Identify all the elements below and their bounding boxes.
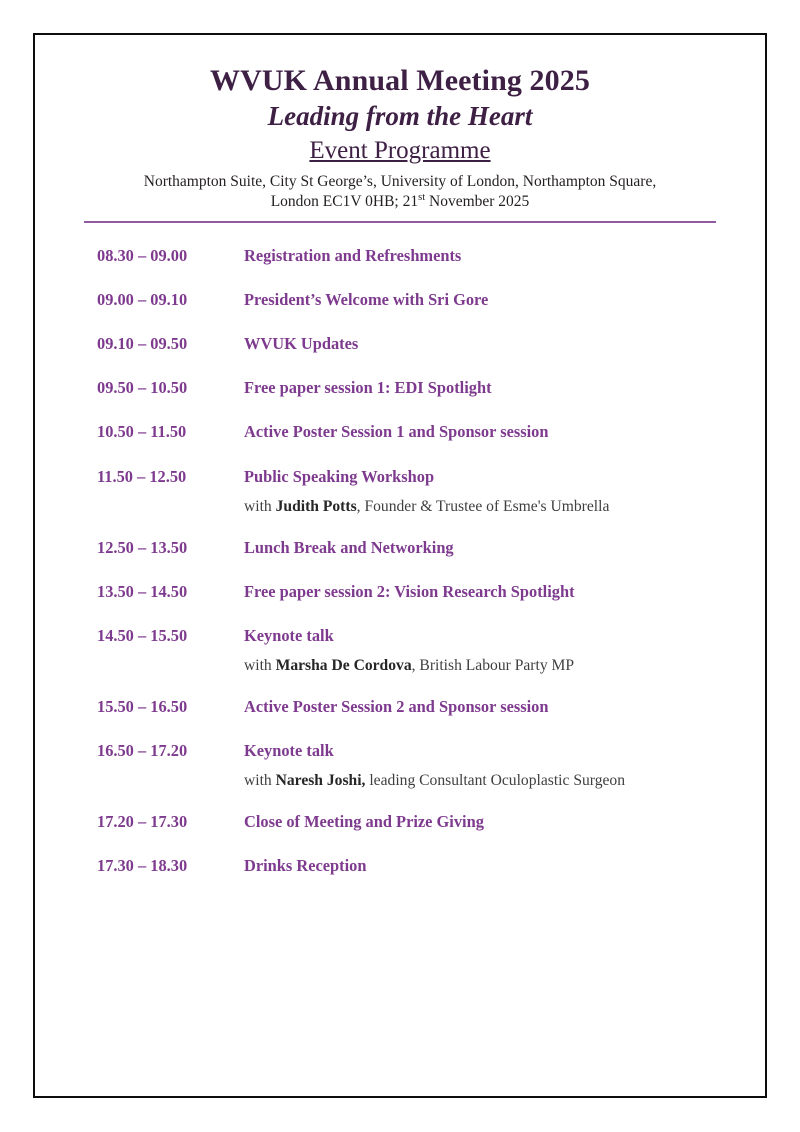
venue-line-2-suffix: November 2025 <box>425 193 530 211</box>
speaker-prefix: with <box>244 772 276 790</box>
schedule-row <box>97 246 745 266</box>
schedule-time: 17.30 – 18.30 <box>97 856 188 876</box>
speaker-name: Marsha De Cordova <box>275 656 412 674</box>
schedule-row <box>97 812 745 832</box>
schedule-row <box>97 422 745 442</box>
schedule-row <box>97 467 745 487</box>
speaker-name: Naresh Joshi, <box>275 772 366 790</box>
schedule-speaker-row <box>97 657 745 675</box>
schedule-row <box>97 697 745 717</box>
date-ordinal-suffix: st <box>418 191 426 203</box>
speaker-prefix: with <box>244 497 276 515</box>
schedule-description: Close of Meeting and Prize Giving <box>244 812 484 832</box>
schedule-description: President’s Welcome with Sri Gore <box>244 289 489 309</box>
schedule-description: Active Poster Session 1 and Sponsor session <box>244 422 549 442</box>
schedule-description: Keynote talk <box>244 625 334 645</box>
schedule-speaker <box>244 498 609 515</box>
schedule-time: 11.50 – 12.50 <box>97 466 187 486</box>
schedule-time: 16.50 – 17.20 <box>97 741 188 761</box>
schedule-time: 10.50 – 11.50 <box>97 422 187 442</box>
speaker-role: , British Labour Party MP <box>411 656 575 674</box>
schedule-row <box>97 334 745 354</box>
schedule-row <box>97 378 745 398</box>
schedule-time: 12.50 – 13.50 <box>97 537 188 557</box>
speaker-name: Judith Potts <box>275 497 357 515</box>
schedule-row <box>97 856 745 876</box>
schedule-speaker-row <box>97 772 745 790</box>
schedule-description: Lunch Break and Networking <box>244 537 454 557</box>
header-divider <box>84 221 716 223</box>
schedule-description: WVUK Updates <box>244 333 359 353</box>
schedule-time: 08.30 – 09.00 <box>97 245 188 265</box>
speaker-role: leading Consultant Oculoplastic Surgeon <box>365 772 626 790</box>
speaker-prefix: with <box>244 656 276 674</box>
schedule-time: 09.00 – 09.10 <box>97 289 188 309</box>
programme-header <box>35 35 765 223</box>
speaker-role: , Founder & Trustee of Esme's Umbrella <box>356 497 610 515</box>
schedule-description: Drinks Reception <box>244 856 367 876</box>
schedule-description: Free paper session 2: Vision Research Spotlight <box>244 581 575 601</box>
schedule-speaker <box>244 772 625 789</box>
section-title: Event Programme <box>309 136 491 164</box>
venue-line-1: Northampton Suite, City St George’s, University of London, Northampton Square, <box>143 172 657 190</box>
schedule-row <box>97 538 745 558</box>
schedule-row <box>97 582 745 602</box>
schedule-description: Public Speaking Workshop <box>244 466 435 486</box>
schedule-description: Keynote talk <box>244 741 334 761</box>
schedule-speaker <box>244 657 574 674</box>
page-title: WVUK Annual Meeting 2025 <box>210 64 590 97</box>
schedule-time: 09.10 – 09.50 <box>97 333 188 353</box>
venue-details <box>80 172 720 213</box>
schedule-row <box>97 626 745 646</box>
schedule-description: Active Poster Session 2 and Sponsor session <box>244 696 549 716</box>
venue-line-2-prefix: London EC1V 0HB; 21 <box>270 193 419 211</box>
page-content <box>35 35 765 1096</box>
schedule-list <box>35 246 765 877</box>
page-subtitle: Leading from the Heart <box>267 100 533 131</box>
schedule-description: Registration and Refreshments <box>244 245 462 265</box>
schedule-speaker-row <box>97 498 745 516</box>
schedule-time: 17.20 – 17.30 <box>97 812 188 832</box>
schedule-row <box>97 290 745 310</box>
schedule-time: 14.50 – 15.50 <box>97 625 188 645</box>
schedule-row <box>97 741 745 761</box>
schedule-time: 13.50 – 14.50 <box>97 581 188 601</box>
schedule-time: 15.50 – 16.50 <box>97 696 188 716</box>
schedule-time: 09.50 – 10.50 <box>97 378 188 398</box>
schedule-description: Free paper session 1: EDI Spotlight <box>244 378 492 398</box>
document-page <box>33 33 767 1098</box>
